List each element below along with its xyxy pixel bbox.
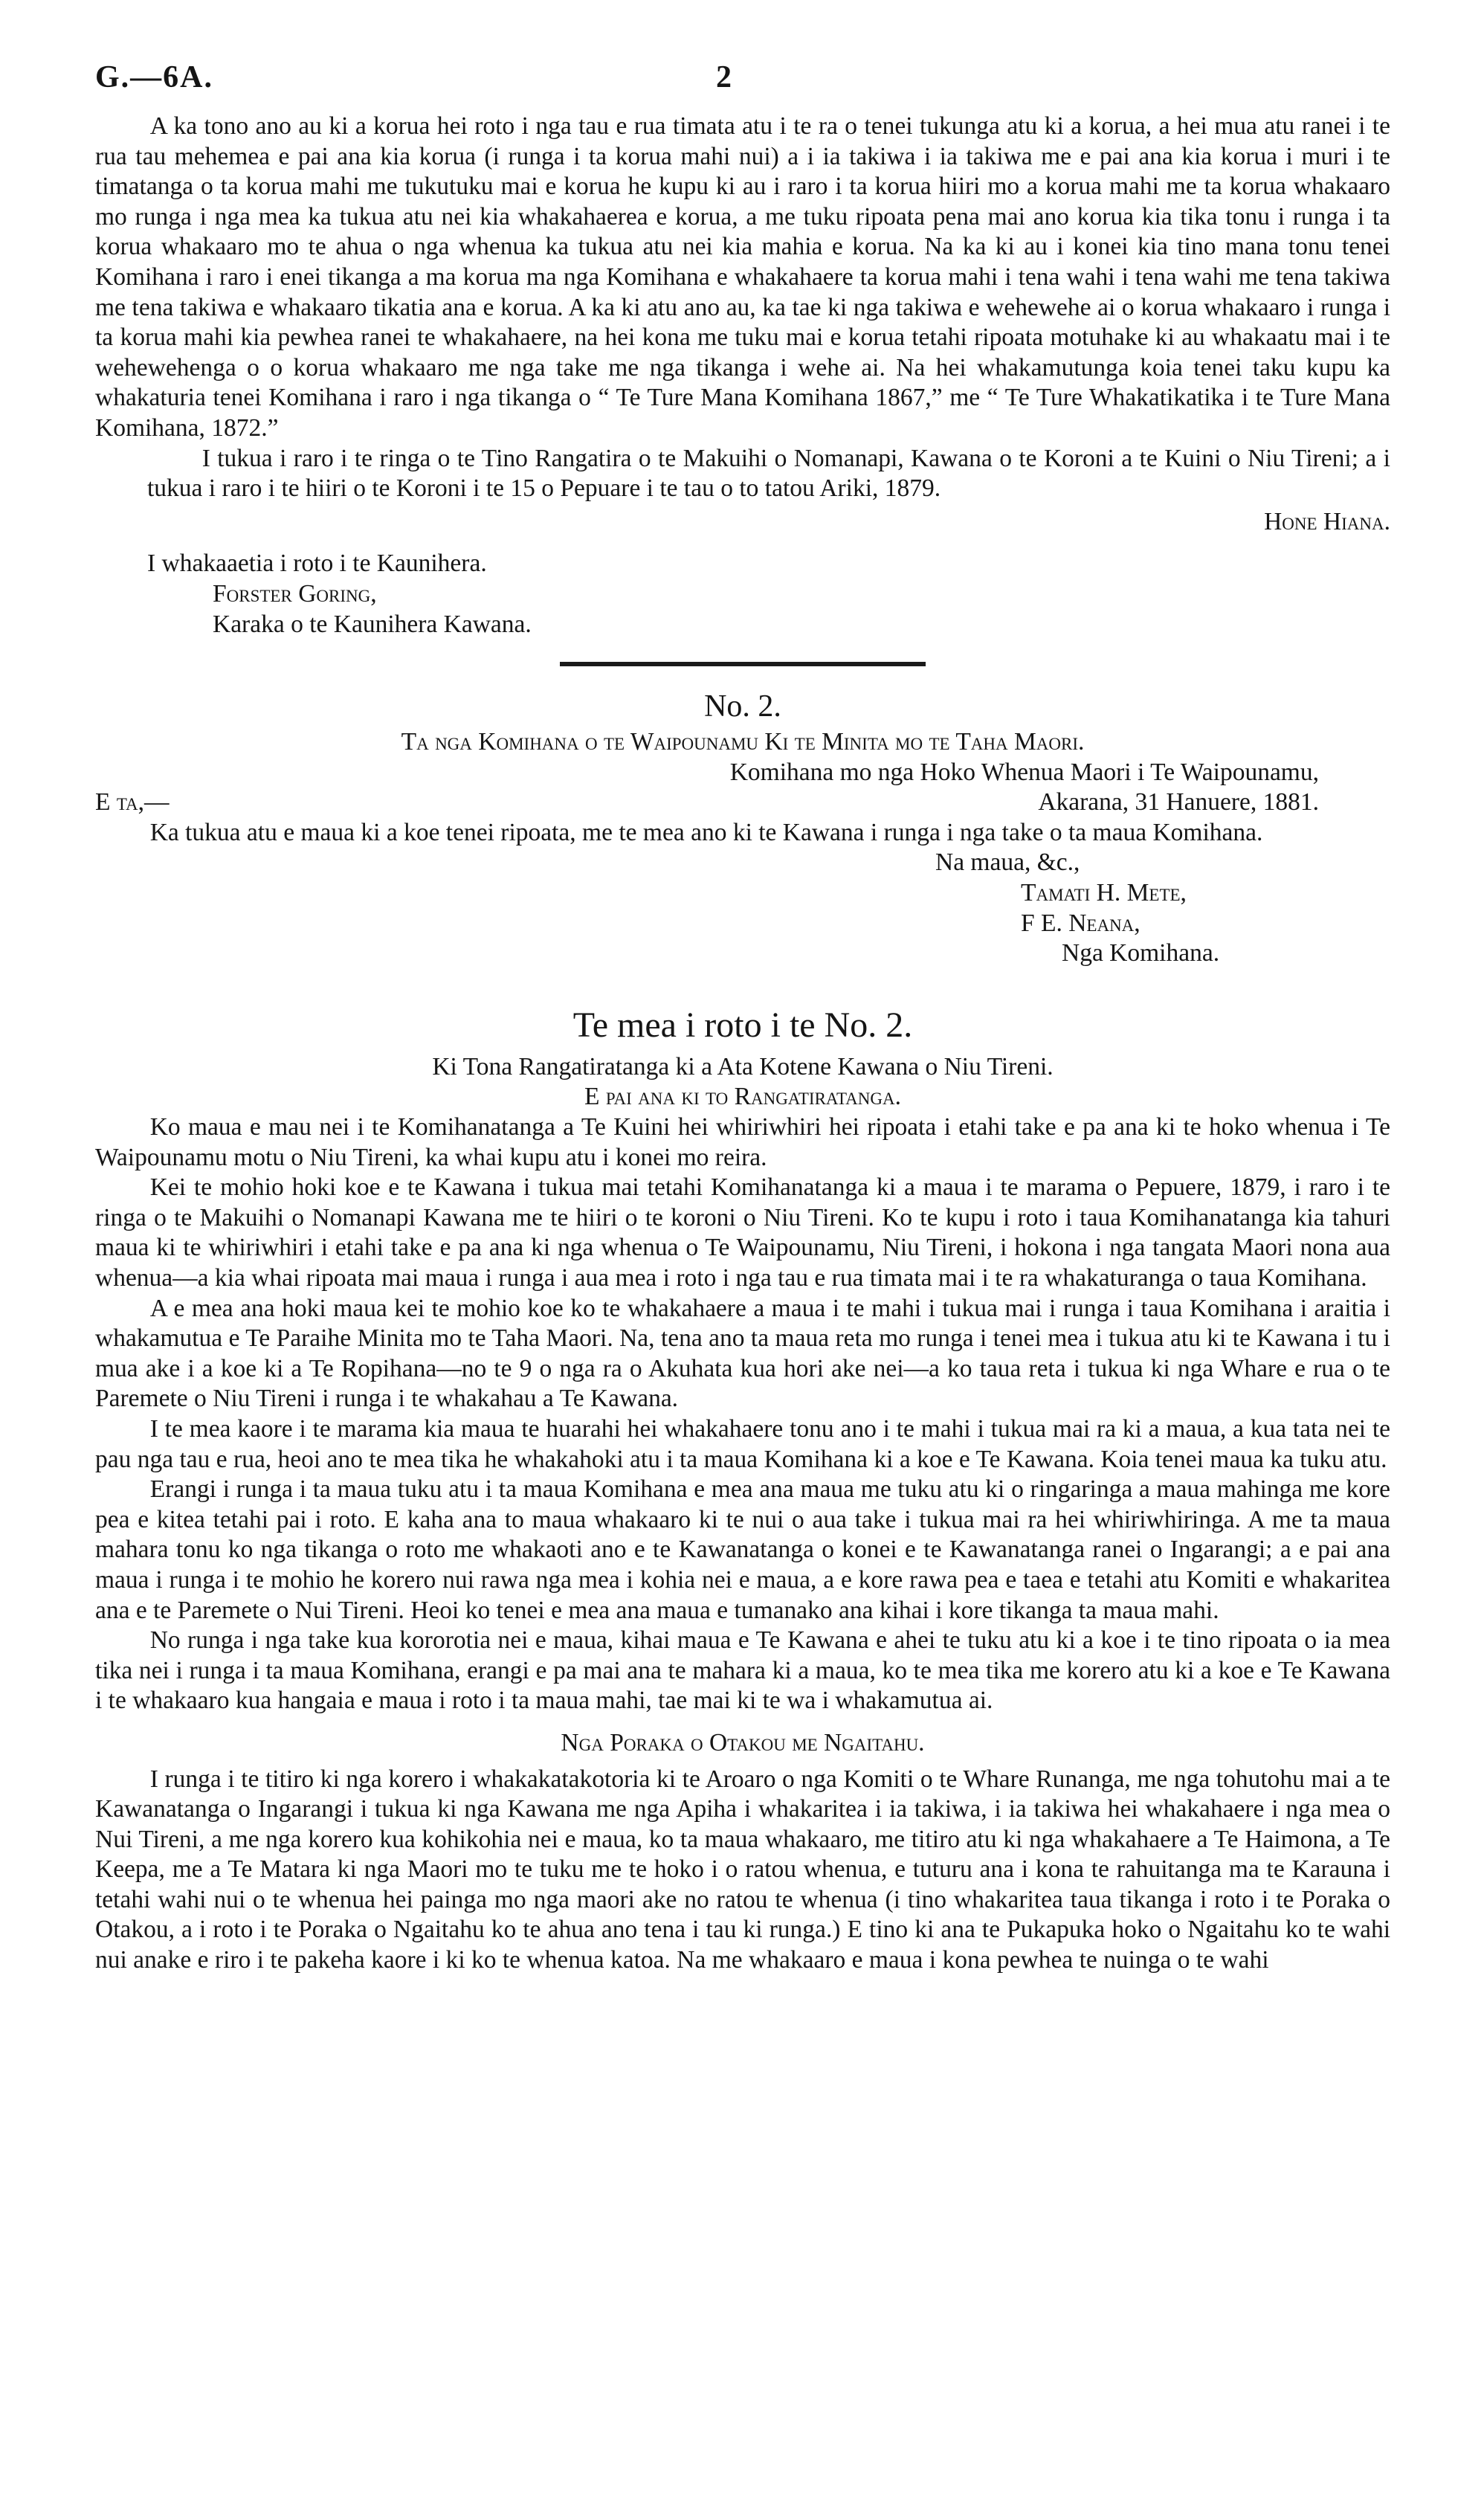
section-paragraph: I runga i te titiro ki nga korero i whakakatakotoria ki te Aroaro o nga Komiti o te Whare Runanga, me nga tohutohu mai a te Kawanatanga o Ingarangi i tukua ki nga Kawana me nga Apiha i whakaritea i ia takiwa, i ia takiwa hei whakahaere i nga mea o Nui Tireni, a me nga korero kua kohikohia nei e maua, ko ta maua whakaaro, me titiro atu ki nga whakahaere a Te Haimona, a Te Keepa, me a Te Matara ki nga Maori mo te tuku me te hoko i o ratou whenua, e tuturu ana i kona te rahuitanga ma te Karauna i tetahi wahi nui o te whenua hei painga mo nga maori ake no ratou te whenua (i tino whakaritea taua tikanga i roto i te Poraka o Otakou, a i roto i te Poraka o Ngaitahu ko te ahua ano tena i tau ki runga.) E tino ki ana te Pukapuka hoko o Ngaitahu ko te wahi nui anake e riro i te pakeha kaore i ki ko te whenua katoa. Na me whakaaro e maua i kona pewhea te nuinga o te wahi (95, 1765, 1390, 1974)
enclosure-paragraph: Ko maua e mau nei i te Komihanatanga a Te Kuini hei whiriwhiri hei ripoata i etahi take e pa ana ki te hoko whenua i Te Waipounamu motu o Niu Tireni, ka whai kupu atu i konei mo reira. (95, 1113, 1390, 1171)
enclosure-title: Te mea i roto i te No. 2. (572, 1005, 913, 1045)
enclosure-address: Ki Tona Rangatiratanga ki a Ata Kotene Kawana o Niu Tireni. (432, 1052, 1054, 1081)
no2-heading: Ta nga Komihana o te Waipounamu Ki te Minita mo te Taha Maori. (401, 728, 1085, 756)
page-number: 2 (716, 60, 732, 94)
governor-signature: Hone Hiana. (1264, 507, 1390, 535)
no2-from: Komihana mo nga Hoko Whenua Maori i Te Waipounamu, (729, 758, 1319, 786)
enclosure-paragraph: No runga i nga take kua kororotia nei e maua, kihai maua e Te Kawana e ahei te tuku atu ki a koe i te tino ripoata o ia mea tika nei i runga i ta maua Komihana, erangi e pa mai ana te mahara ki a maua, ko te mea tika me korero atu ki a koe e Te Kawana i te whakaaro kua hangaia e maua i roto i ta maua mahi, tae mai ki te wa i whakamutua ai. (95, 1626, 1390, 1715)
page-header (95, 52, 1390, 112)
enclosure-paragraph: I te mea kaore i te marama kia maua te huarahi hei whakahaere tonu ano i te mahi i tukua mai ra ki a maua, a kua tata nei te pau nga tau e rua, heoi ano te mea tika he whakahoki atu i ta maua Komihana ki a koe e Te Kawana. Koia tenei maua ka tuku atu. (95, 1414, 1390, 1473)
no2-salutation: E ta,— (95, 788, 170, 817)
enclosure-section (95, 1052, 1390, 1976)
paper-reference: G.—6A. (95, 60, 213, 94)
no2-place-date: Akarana, 31 Hanuere, 1881. (1038, 788, 1319, 817)
enclosure-paragraph: Kei te mohio hoki koe e te Kawana i tukua mai tetahi Komihanatanga ki a maua i te marama o Pepuere, 1879, i raro i te ringa o te Makuihi o Nomanapi Kawana me te hiiri o te koroni o Niu Tireni. Ko te kupu i roto i taua Komihanatanga kia tahuri maua ki te whiriwhiri i etahi take e pa ana ki nga whenua o Te Waipounamu, Niu Tireni, i hokona i nga tangata Maori nona aua whenua—a kia whai ripoata mai maua i runga i aua mea i roto i nga tau e rua timata mai i te ra whakaturanga o taua Komihana. (95, 1173, 1390, 1292)
council-approval: I whakaaetia i roto i te Kaunihera. (147, 550, 487, 578)
document-page (95, 52, 1390, 1976)
no2-closing: Na maua, &c., (935, 848, 1080, 877)
no2-section (95, 727, 1390, 969)
document-number: No. 2. (704, 689, 781, 724)
letter-section (95, 112, 1390, 640)
enclosure-salutation: E pai ana ki to Rangatiratanga. (584, 1083, 901, 1111)
clerk-title: Karaka o te Kaunihera Kawana. (213, 610, 532, 638)
no2-signature-3: Nga Komihana. (1062, 939, 1220, 967)
section-heading: Nga Poraka o Otakou me Ngaitahu. (561, 1728, 925, 1756)
clerk-name: Forster Goring, (213, 579, 377, 608)
no2-signature-2: F E. Neana, (1021, 909, 1141, 937)
enclosure-paragraph: A e mea ana hoki maua kei te mohio koe ko te whakahaere a maua i te mahi i tukua mai i runga i taua Komihana i araitia i whakamutua e Te Paraihe Minita mo te Taha Maori. Na, tena ano ta maua reta mo runga i tenei mea i tukua atu ki te Kawana i tu i mua ake i a koe ki a Te Ropihana—no te 9 o nga ra o Akuhata kua hori ake nei—a ko taua reta i tukua ki nga Whare e rua o te Paremete o Niu Tireni i runga i te whakahau a Te Kawana. (95, 1294, 1390, 1413)
no2-signature-1: Tamati H. Mete, (1021, 879, 1187, 907)
section-rule (560, 662, 926, 666)
enclosure-paragraph: Erangi i runga i ta maua tuku atu i ta maua Komihana e mea ana maua me tuku atu ki o ringaringa a maua mahinga me kore pea e kitea tetahi pai i roto. E kaha ana to maua whakaaro ki te nui o aua take i tukua mai ra hei whiriwhiringa. A me ta maua mahara tonu ko nga tikanga o roto me whakaoti ano e te Kawanatanga o konei e te Kawanatanga ranei o Ingarangi; a e pai ana maua i runga i te mohio he korero nui rawa nga mea i kohia nei e maua, a e kore rawa pea e taea e tetahi atu Komiti e whakaritea ana e te Paremete o Nui Tireni. Heoi ko tenei e mea ana maua e tumanako ana kihai i kore tikanga ta maua mahi. (95, 1475, 1390, 1624)
no2-body: Ka tukua atu e maua ki a koe tenei ripoata, me te mea ano ki te Kawana i runga i nga take o ta maua Komihana. (149, 818, 1263, 846)
attestation-paragraph: I tukua i raro i te ringa o te Tino Rangatira o te Makuihi o Nomanapi, Kawana o te Koroni a te Kuini o Niu Tireni; a i tukua i raro i te hiiri o te Koroni i te 15 o Pepuare i te tau o to tatou Ariki, 1879. (147, 444, 1390, 503)
commission-paragraph: A ka tono ano au ki a korua hei roto i nga tau e rua timata atu i te ra o tenei tukunga atu ki a korua, a hei mua atu ranei i te rua tau mehemea e pai ana kia korua (i runga i ta korua mahi nui) a i ia takiwa i ia takiwa me e pai ana kia korua i muri i te timatanga o ta korua mahi me tukutuku mai e korua he kupu ki au i raro i ta korua hiiri mo a korua mahi me ta korua whakaaro mo runga i nga mea ka tukua atu nei kia whakahaerea e korua, a me tuku ripoata pena mai ano korua kia tika tonu i runga i ta korua whakaaro mo te ahua o nga whenua ka tukua atu nei kia mahia e korua. Na ka ki au i konei kia tino mana tonu tenei Komihana i raro i enei tikanga a ma korua ma nga Komihana e whakahaere ta korua mahi i tena wahi i tena wahi me tena takiwa me tena takiwa e whakaaro tikatia ana e korua. A ka ki atu ano au, ka tae ki nga takiwa e wehewehe ai o korua whakaaro i runga i ta korua mahi kia pewhea ranei te whakahaere, na hei kona me tuku mai e korua tetahi ripoata motuhake ki au whakaatu mai i te wehewehenga o o korua whakaaro me nga take me nga tikanga i wehe ai. Na hei whakamutunga koia tenei taku kupu ka whakaturia tenei Komihana i raro i nga tikanga o “ Te Ture Mana Komihana 1867,” me “ Te Ture Whakatikatika i te Ture Mana Komihana, 1872.” (95, 112, 1390, 442)
